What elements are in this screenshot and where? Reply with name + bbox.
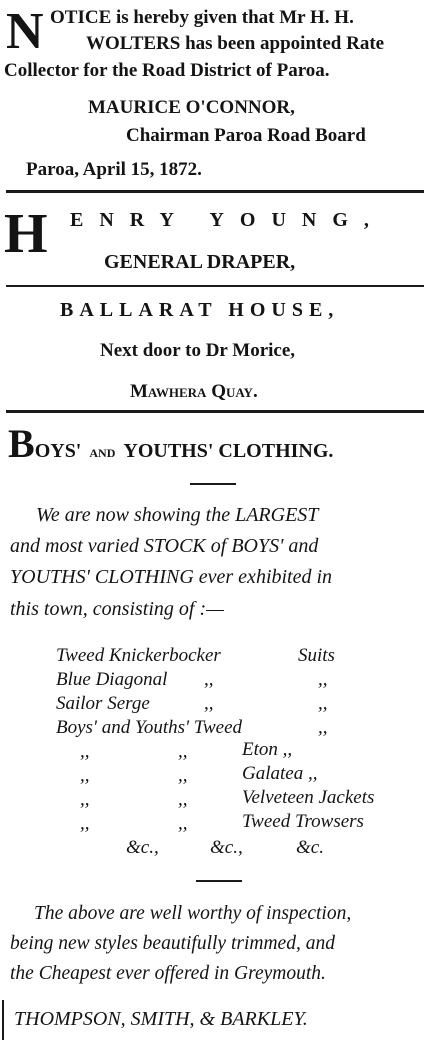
ornament-rule — [190, 483, 236, 485]
list-item: ,, — [318, 717, 328, 738]
firm-name: THOMPSON, SMITH, & BARKLEY. — [14, 1008, 308, 1030]
divider-rule — [6, 190, 424, 193]
henry-name: ENRY YOUNG, — [70, 209, 385, 231]
clothing-heading-and: and — [89, 442, 116, 461]
etc-mark: &c., — [126, 837, 159, 858]
margin-bar — [2, 1000, 4, 1040]
para-line-1: We are now showing the LARGEST — [36, 504, 319, 526]
list-item: ,, — [204, 693, 214, 714]
clothing-heading-youths: YOUTHS' CLOTHING. — [123, 440, 334, 462]
closing-line-1: The above are well worthy of inspection, — [34, 903, 352, 924]
list-item: Eton ,, — [242, 739, 293, 760]
notice-line-3: Collector for the Road District of Paroa. — [4, 60, 330, 81]
list-item: ,, — [80, 765, 90, 786]
list-item: Tweed Trowsers — [242, 811, 364, 832]
list-item: Suits — [298, 645, 335, 666]
notice-dropcap: N — [6, 3, 44, 60]
notice-signatory: MAURICE O'CONNOR, — [88, 97, 295, 118]
mawhera-quay: Mawhera Quay. — [130, 381, 258, 402]
list-item: Sailor Serge — [56, 693, 150, 714]
list-item: ,, — [318, 669, 328, 690]
list-item: ,, — [178, 813, 188, 834]
list-item: Blue Diagonal — [56, 669, 168, 690]
para-line-3: YOUTHS' CLOTHING ever exhibited in — [10, 566, 333, 588]
henry-dropcap: H — [4, 203, 48, 265]
list-item: Velveteen Jackets — [242, 787, 375, 808]
list-item: ,, — [204, 669, 214, 690]
notice-line-1: OTICE is hereby given that Mr H. H. — [50, 7, 354, 28]
list-item: ,, — [178, 765, 188, 786]
divider-rule — [6, 410, 424, 413]
clothing-dropcap: B — [8, 421, 35, 466]
notice-dateline: Paroa, April 15, 1872. — [26, 159, 202, 180]
list-item: ,, — [80, 741, 90, 762]
ballarat-house: BALLARAT HOUSE, — [60, 299, 340, 321]
para-line-4: this town, consisting of :— — [10, 598, 224, 620]
list-item: ,, — [178, 741, 188, 762]
next-door-line: Next door to Dr Morice, — [100, 340, 296, 361]
henry-trade: GENERAL DRAPER, — [104, 251, 296, 273]
clothing-heading-boys: OYS' — [34, 440, 82, 462]
etc-mark: &c., — [210, 837, 243, 858]
closing-line-3: the Cheapest ever offered in Greymouth. — [10, 963, 326, 984]
notice-chairman-title: Chairman Paroa Road Board — [126, 125, 366, 146]
clothing-heading — [8, 421, 334, 466]
etc-mark: &c. — [296, 837, 324, 858]
list-item: ,, — [318, 693, 328, 714]
list-item: ,, — [80, 813, 90, 834]
list-item: ,, — [178, 789, 188, 810]
para-line-2: and most varied STOCK of BOYS' and — [10, 535, 319, 557]
closing-line-2: being new styles beautifully trimmed, and — [10, 933, 335, 954]
list-item: ,, — [80, 789, 90, 810]
ornament-rule — [196, 880, 242, 882]
notice-line-2: WOLTERS has been appointed Rate — [86, 33, 385, 54]
list-item: Galatea ,, — [242, 763, 318, 784]
list-item: Boys' and Youths' Tweed — [56, 717, 243, 738]
list-item: Tweed Knickerbocker — [56, 645, 221, 666]
divider-rule — [6, 285, 424, 287]
